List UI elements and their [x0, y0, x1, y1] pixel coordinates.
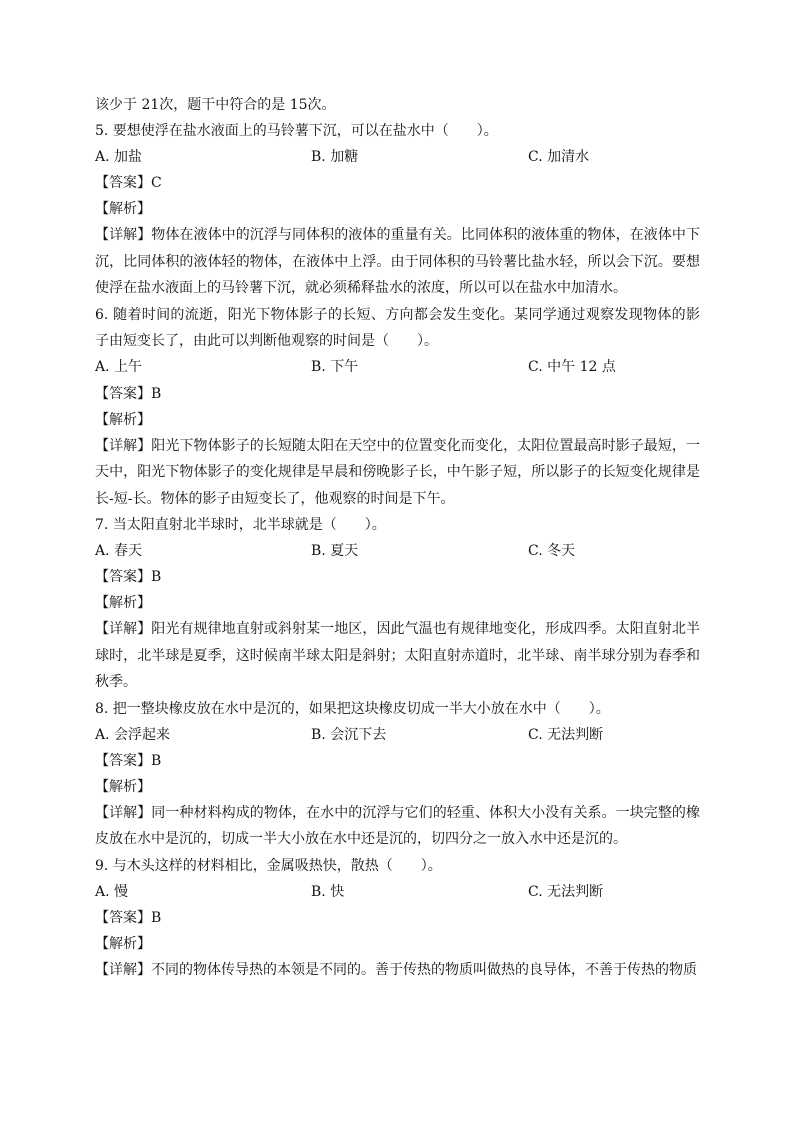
option-b: B. 会沉下去 — [311, 726, 387, 743]
detail-text: 阳光下物体影子的长短随太阳在天空中的位置变化而变化，太阳位置最高时影子最短，一天中，阳光下物体影子的变化规律是早晨和傍晚影子长，中午影子短，所以影子的长短变化规律是长-短-长。物体的影子由短变长了，他观察的时间是下午。 — [95, 437, 701, 507]
option-c: C. 无法判断 — [528, 883, 604, 900]
question-6 — [95, 302, 700, 512]
option-c: C. 无法判断 — [528, 726, 604, 743]
analysis-line: 【解析】 — [95, 201, 151, 218]
option-a: A. 加盐 — [95, 149, 143, 165]
detail-text: 阳光有规律地直射或斜射某一地区，因此气温也有规律地变化，形成四季。太阳直射北半球时，北半球是夏季，这时候南半球太阳是斜射；太阳直射赤道时，北半球、南半球分别为春季和秋季。 — [95, 621, 701, 691]
question-stem: 5. 要想使浮在盐水液面上的马铃薯下沉，可以在盐水中（ ）。 — [95, 123, 498, 139]
options-row — [95, 354, 700, 380]
option-c: C. 冬天 — [528, 543, 576, 560]
answer-tag: 【答案】 — [95, 385, 151, 402]
option-c: C. 加清水 — [528, 149, 590, 165]
answer-value: B — [151, 385, 162, 402]
answer-line — [95, 905, 700, 931]
answer-tag: 【答案】 — [95, 175, 151, 192]
question-stem: 7. 当太阳直射北半球时，北半球就是（ ）。 — [95, 517, 386, 534]
options-row — [95, 144, 700, 170]
analysis-line: 【解析】 — [95, 595, 151, 612]
options-row — [95, 538, 700, 564]
document-page — [95, 92, 700, 983]
question-stem: 6. 随着时间的流逝，阳光下物体影子的长短、方向都会发生变化。某同学通过观察发现物体的影子由短变长了，由此可以判断他观察的时间是（ ）。 — [95, 306, 700, 350]
option-b: B. 下午 — [311, 359, 359, 376]
option-b: B. 加糖 — [311, 149, 359, 165]
answer-value: C — [151, 175, 162, 192]
analysis-tag: 解析 — [109, 411, 137, 428]
analysis-line: 【解析】 — [95, 936, 151, 953]
answer-tag: 【答案】 — [95, 753, 151, 770]
detail-paragraph — [95, 433, 700, 512]
question-stem: 9. 与木头这样的材料相比，金属吸热快，散热（ ）。 — [95, 857, 442, 874]
answer-value: B — [151, 910, 162, 927]
detail-text: 不同的物体传导热的本领是不同的。善于传热的物质叫做热的良导体，不善于传热的物质 — [151, 962, 697, 979]
question-9 — [95, 853, 700, 983]
options-row — [95, 722, 700, 748]
answer-tag: 【答案】 — [95, 910, 151, 927]
question-stem: 8. 把一整块橡皮放在水中是沉的，如果把这块橡皮切成一半大小放在水中（ ）。 — [95, 700, 610, 717]
analysis-line: 【解析】 — [95, 779, 151, 796]
detail-tag: 【详解】 — [95, 962, 151, 979]
answer-line — [95, 381, 700, 407]
detail-paragraph — [95, 222, 700, 301]
option-a: A. 会浮起来 — [95, 726, 171, 743]
detail-tag: 【详解】 — [95, 805, 152, 822]
question-8 — [95, 696, 700, 853]
detail-text: 物体在液体中的沉浮与同体积的液体的重量有关。比同体积的液体重的物体，在液体中下沉，比同体积的液体轻的物体，在液体中上浮。由于同体积的马铃薯比盐水轻，所以会下沉。要想使浮在盐水液面上的马铃薯下沉，就必须稀释盐水的浓度，所以可以在盐水中加清水。 — [95, 227, 701, 297]
detail-paragraph — [95, 800, 700, 853]
answer-value: B — [151, 569, 162, 586]
detail-tag: 【详解】 — [95, 437, 152, 454]
answer-value: B — [151, 753, 162, 770]
analysis-tag: 解析 — [109, 201, 137, 218]
option-a: A. 上午 — [95, 359, 143, 376]
detail-paragraph — [95, 957, 700, 983]
detail-text: 同一种材料构成的物体，在水中的沉浮与它们的轻重、体积大小没有关系。一块完整的橡皮放在水中是沉的，切成一半大小放在水中还是沉的，切四分之一放入水中还是沉的。 — [95, 805, 701, 848]
option-c: C. 中午 12 点 — [528, 359, 616, 376]
question-5 — [95, 118, 700, 302]
detail-tag: 【详解】 — [95, 621, 152, 638]
answer-line — [95, 564, 700, 590]
detail-paragraph — [95, 616, 700, 695]
analysis-tag: 解析 — [109, 595, 137, 612]
options-row — [95, 879, 700, 905]
option-a: A. 慢 — [95, 883, 129, 900]
option-b: B. 夏天 — [311, 543, 359, 560]
analysis-tag: 解析 — [109, 779, 137, 796]
analysis-tag: 解析 — [109, 936, 137, 953]
detail-tag: 【详解】 — [95, 227, 152, 244]
option-b: B. 快 — [311, 883, 345, 900]
answer-tag: 【答案】 — [95, 569, 151, 586]
intro-line: 该少于 21次，题干中符合的是 15次。 — [95, 97, 336, 113]
answer-line — [95, 748, 700, 774]
analysis-line: 【解析】 — [95, 411, 151, 428]
question-7 — [95, 512, 700, 696]
option-a: A. 春天 — [95, 543, 143, 560]
answer-line — [95, 170, 700, 196]
